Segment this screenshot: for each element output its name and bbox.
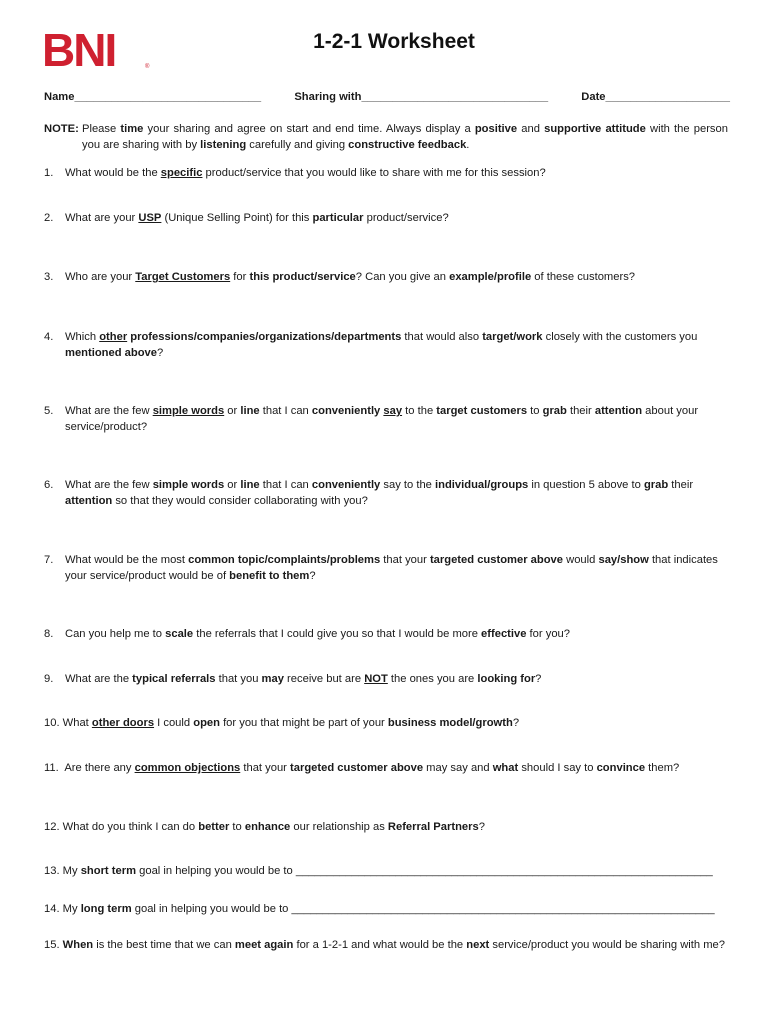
sharing-with-field[interactable]: Sharing with______________________________ <box>294 91 549 103</box>
question-text: What would be the most common topic/complaints/problems that your targeted customer above would say/show that indicates your service/product would be of benefit to them? <box>65 554 718 582</box>
question-text: 12. What do you think I can do better to enhance our relationship as Referral Partners? <box>44 821 485 833</box>
question-14 <box>44 902 734 918</box>
question-text: Who are your Target Customers for this product/service? Can you give an example/profile of these customers? <box>65 271 636 283</box>
question-text: What would be the specific product/service that you would like to share with me for this session? <box>65 167 546 179</box>
question-3 <box>44 270 734 286</box>
svg-text:BNI: BNI <box>42 28 116 72</box>
question-text: What are the few simple words or line that I can conveniently say to the target customers to grab their attention about your service/product? <box>65 405 699 433</box>
question-number: 3. <box>44 271 54 283</box>
question-text: Which other professions/companies/organizations/departments that would also target/work closely with the customers you mentioned above? <box>65 331 698 359</box>
question-text: What are the typical referrals that you may receive but are NOT the ones you are looking for? <box>65 673 542 685</box>
question-6 <box>44 478 734 509</box>
question-number: 1. <box>44 167 54 179</box>
question-number: 6. <box>44 479 54 491</box>
svg-text:®: ® <box>145 64 150 70</box>
note-block <box>44 122 728 153</box>
question-text: What are your USP (Unique Selling Point) for this particular product/service? <box>65 212 449 224</box>
name-field[interactable]: Name______________________________ <box>44 91 262 103</box>
question-11 <box>44 761 734 777</box>
question-text: 15. When is the best time that we can meet again for a 1-2-1 and what would be the next service/product you would be sharing with me? <box>44 939 725 951</box>
question-text: 11. Are there any common objections that your targeted customer above may say and what should I say to convince them? <box>44 762 680 774</box>
header-fields <box>44 90 730 106</box>
question-10 <box>44 716 734 732</box>
question-2 <box>44 211 734 227</box>
question-1 <box>44 166 734 182</box>
question-number: 5. <box>44 405 54 417</box>
question-text: 10. What other doors I could open for you that might be part of your business model/growth? <box>44 717 520 729</box>
note-label: NOTE: <box>44 123 79 135</box>
date-field[interactable]: Date____________________ <box>581 91 730 103</box>
question-12 <box>44 820 734 836</box>
question-number: 9. <box>44 673 54 685</box>
question-4 <box>44 330 734 361</box>
question-text: Can you help me to scale the referrals that I could give you so that I would be more effective for you? <box>65 628 570 640</box>
question-8 <box>44 627 734 643</box>
question-number: 4. <box>44 331 54 343</box>
question-text: What are the few simple words or line that I can conveniently say to the individual/groups in question 5 above to grab their attention so that they would consider collaborating with you? <box>65 479 694 507</box>
question-text: 13. My short term goal in helping you would be to ___________________________________________________________________ <box>44 865 713 877</box>
note-text: Please time your sharing and agree on start and end time. Always display a positive and supportive attitude with the person you are sharing with by listening carefully and giving constructive feedback. <box>82 123 728 151</box>
question-13 <box>44 864 734 880</box>
question-number: 8. <box>44 628 54 640</box>
page-title: 1-2-1 Worksheet <box>313 30 475 53</box>
question-number: 2. <box>44 212 54 224</box>
question-text: 14. My long term goal in helping you would be to ____________________________________________________________________ <box>44 903 715 915</box>
question-7 <box>44 553 734 584</box>
question-number: 7. <box>44 554 54 566</box>
question-15 <box>44 938 734 954</box>
question-9 <box>44 672 734 688</box>
question-5 <box>44 404 734 435</box>
